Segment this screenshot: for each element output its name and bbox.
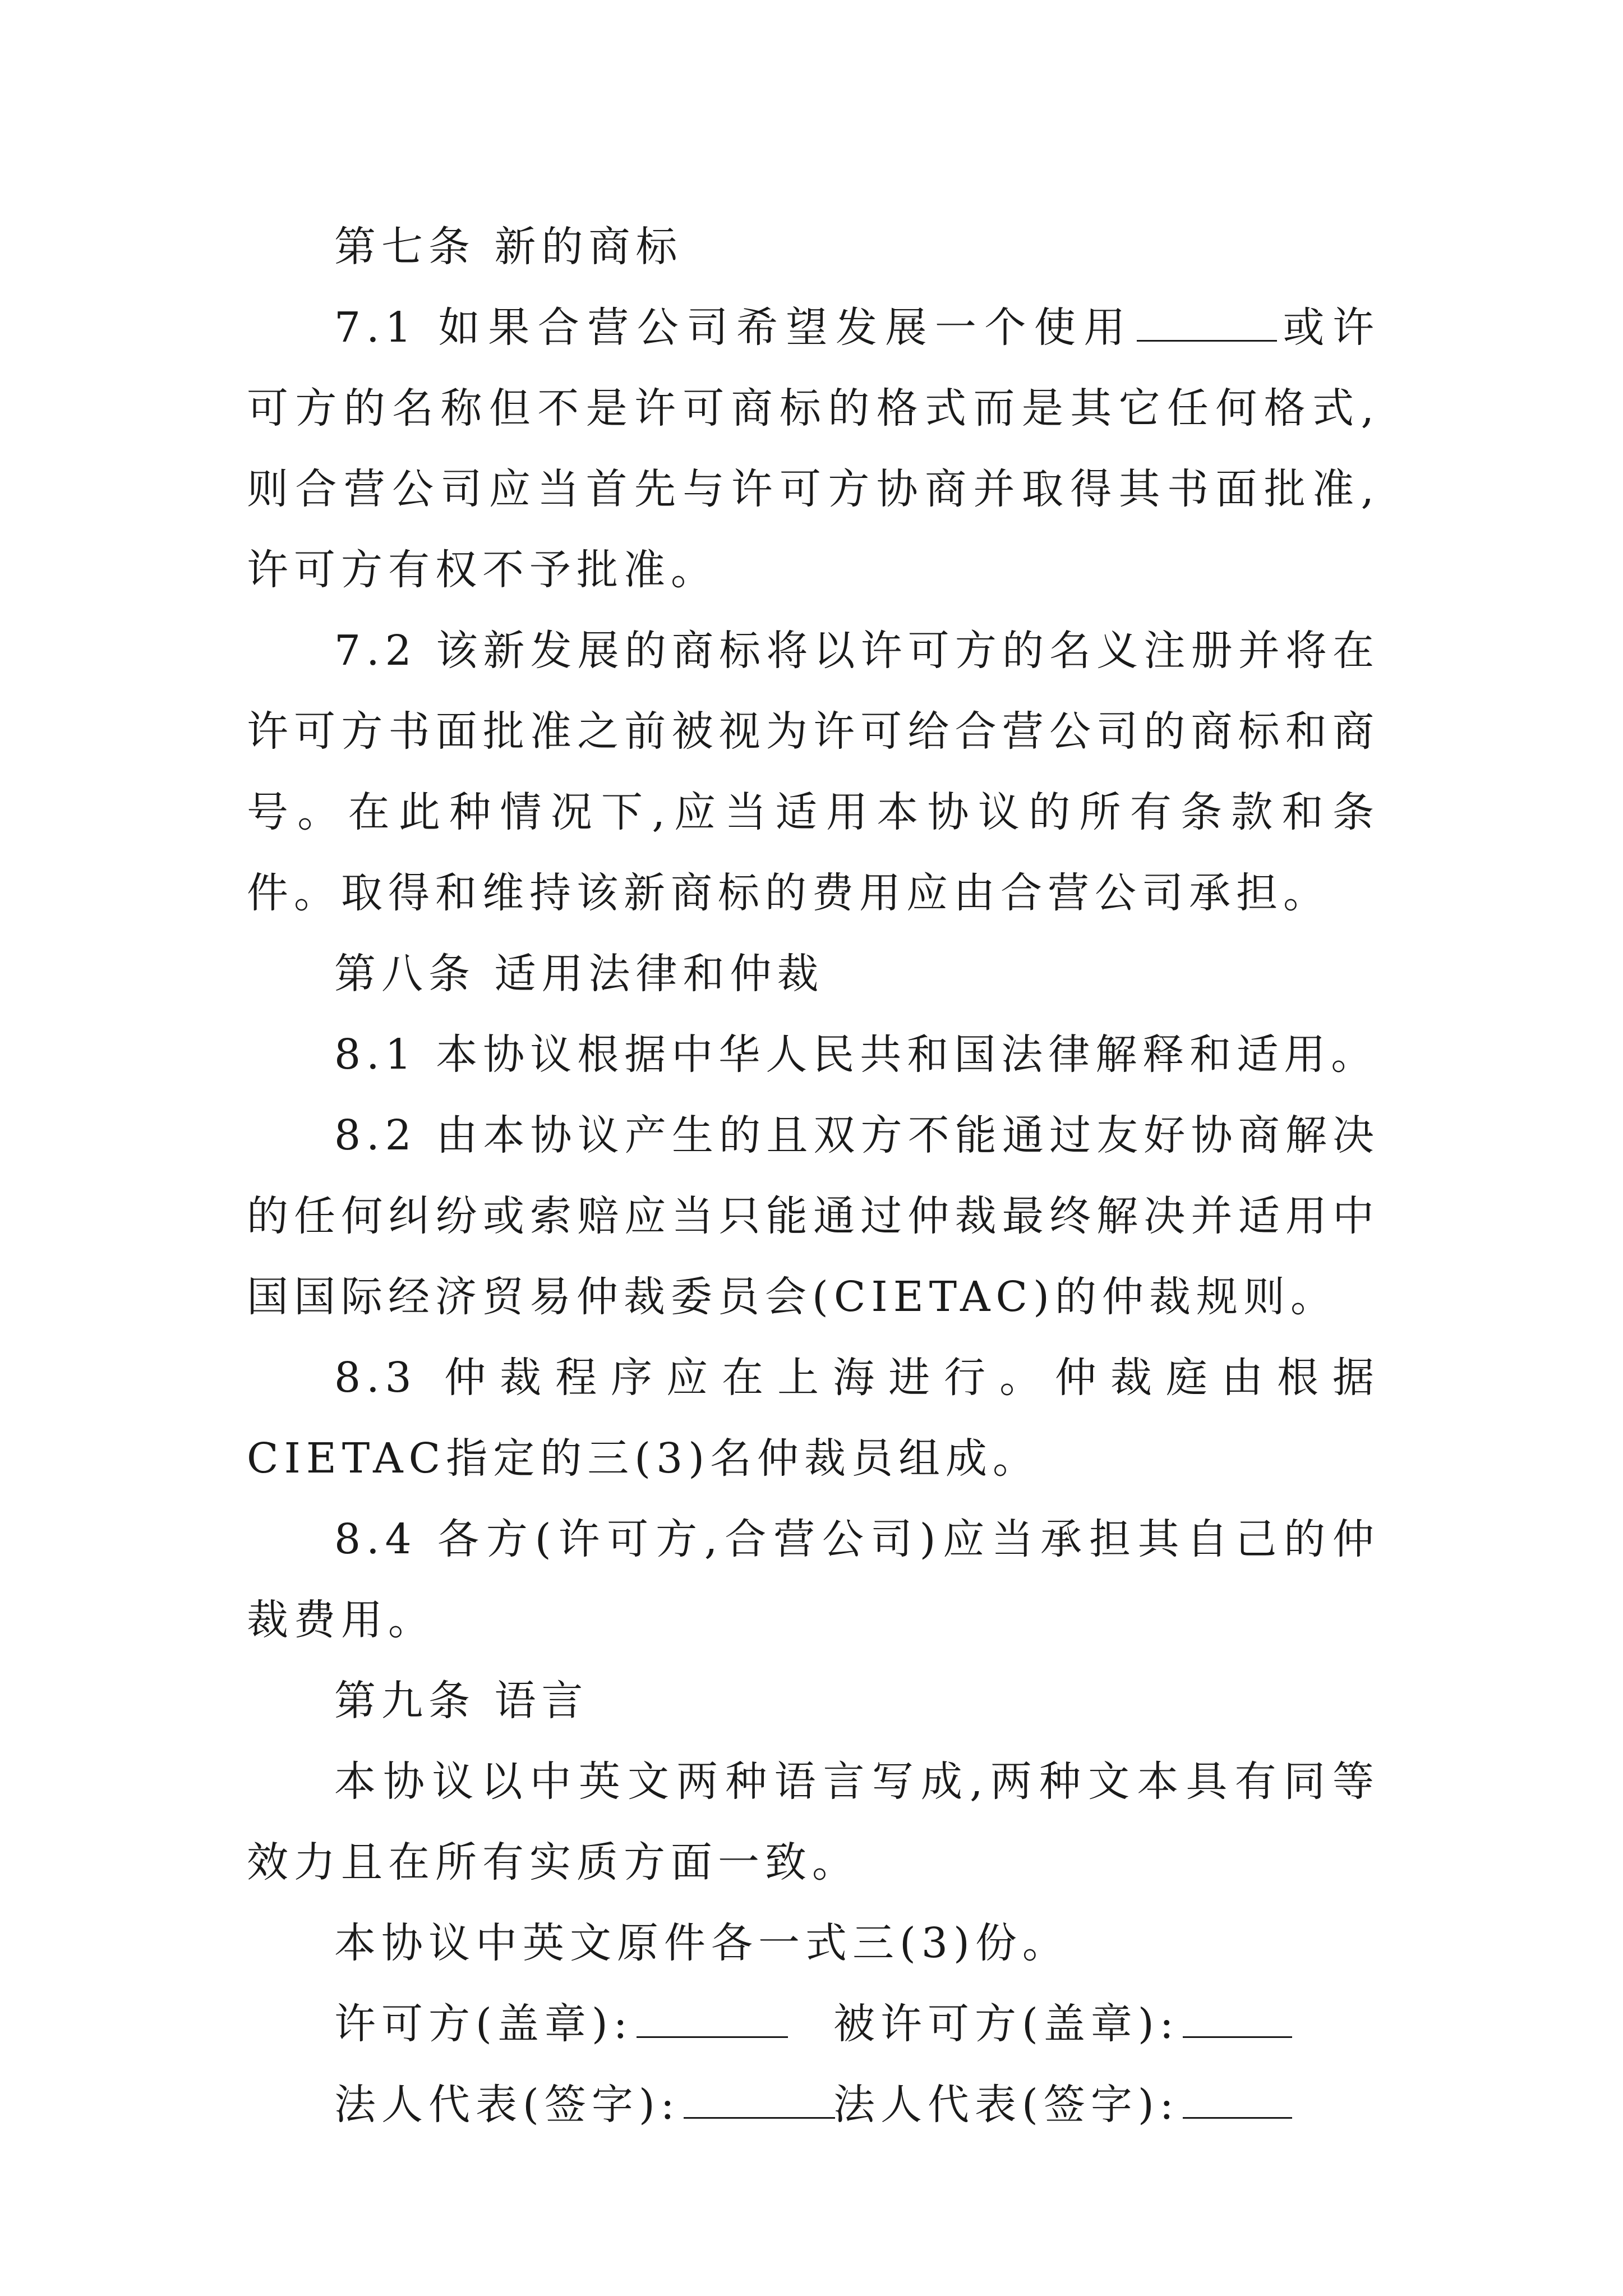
clause-7-2: 7.2 该新发展的商标将以许可方的名义注册并将在许可方书面批准之前被视为许可给合营公司的商标和商号。在此种情况下,应当适用本协议的所有条款和条件。取得和维持该新商标的费用应由合营公司承担。 <box>247 627 1380 917</box>
document-body <box>247 206 1380 2145</box>
licensor-rep-field <box>334 2064 833 2145</box>
article-9-paragraph-2: 本协议中英文原件各一式三(3)份。 <box>334 1919 1069 1967</box>
article-8-heading: 第八条 适用法律和仲裁 <box>334 950 824 998</box>
licensee-seal-label: 被许可方(盖章): <box>833 2000 1179 2048</box>
licensee-rep-field <box>833 2064 1295 2145</box>
signature-row-seal <box>247 1984 1380 2064</box>
licensor-seal-line <box>637 1997 788 2038</box>
licensor-seal-field <box>334 1984 833 2064</box>
licensee-seal-line <box>1183 1997 1292 2038</box>
licensee-rep-line <box>1183 2078 1292 2119</box>
licensor-seal-label: 许可方(盖章): <box>334 2000 633 2048</box>
clause-7-1-text-a: 7.1 如果合营公司希望发展一个使用 <box>334 303 1133 352</box>
signature-row-rep <box>247 2064 1380 2145</box>
clause-8-3: 8.3 仲裁程序应在上海进行。仲裁庭由根据CIETAC指定的三(3)名仲裁员组成。 <box>247 1354 1380 1483</box>
clause-8-4: 8.4 各方(许可方,合营公司)应当承担其自己的仲裁费用。 <box>247 1515 1380 1644</box>
licensee-seal-field <box>833 1984 1295 2064</box>
licensor-rep-line <box>684 2078 835 2119</box>
clause-8-1: 8.1 本协议根据中华人民共和国法律解释和适用。 <box>334 1030 1378 1079</box>
licensor-rep-label: 法人代表(签字): <box>334 2081 680 2129</box>
clause-7-1 <box>247 287 1380 610</box>
article-9-heading: 第九条 语言 <box>334 1677 589 1725</box>
article-9-paragraph-1: 本协议以中英文两种语言写成,两种文本具有同等效力且在所有实质方面一致。 <box>247 1757 1380 1887</box>
clause-7-1-text-b: 或许可方的名称但不是许可商标的格式而是其它任何格式,则合营公司应当首先与许可方协商并取得其书面批准,许可方有权不予批准。 <box>247 303 1380 594</box>
licensee-rep-label: 法人代表(签字): <box>833 2081 1179 2129</box>
blank-line <box>1137 301 1277 342</box>
clause-8-2: 8.2 由本协议产生的且双方不能通过友好协商解决的任何纠纷或索赔应当只能通过仲裁最终解决并适用中国国际经济贸易仲裁委员会(CIETAC)的仲裁规则。 <box>247 1111 1380 1321</box>
article-7-heading: 第七条 新的商标 <box>334 223 683 271</box>
